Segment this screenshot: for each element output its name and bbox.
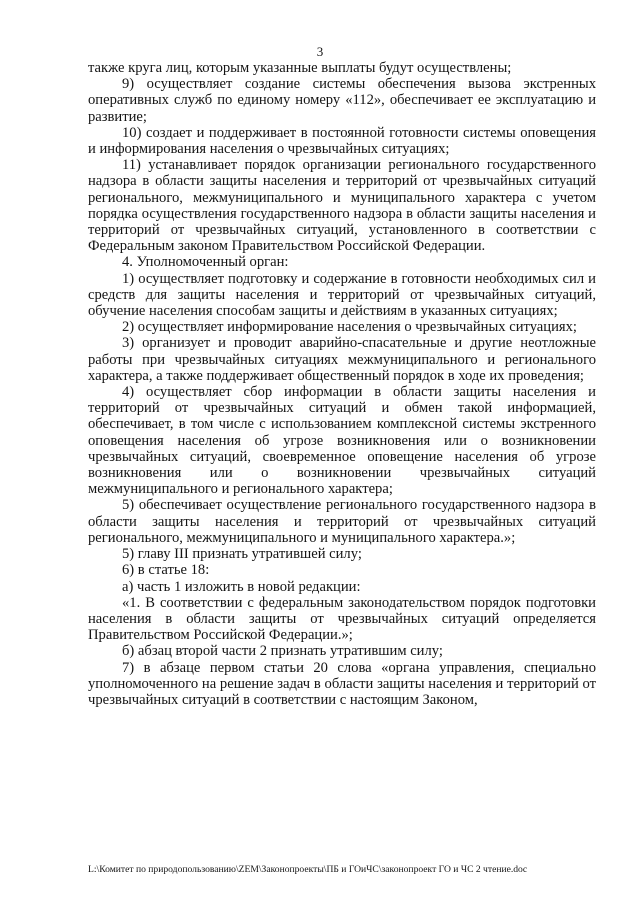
paragraph-12: 6) в статье 18:	[122, 562, 210, 579]
paragraph-14: «1. В соответствии с федеральным законодательством порядок подготовки населения в области защиты от чрезвычайных ситуаций определяется Правительством Российской Федерации.»;	[88, 594, 596, 644]
paragraph-2: 9) осуществляет создание системы обеспечения вызова экстренных оперативных служб по единому номеру «112», обеспечивает ее эксплуатацию и развитие;	[88, 76, 596, 125]
paragraph-7: 2) осуществляет информирование населения о чрезвычайных ситуациях;	[122, 319, 577, 336]
paragraph-5: 4. Уполномоченный орган:	[122, 254, 289, 271]
paragraph-6: 1) осуществляет подготовку и содержание в готовности необходимых сил и средств для защиты населения и территорий от чрезвычайных ситуаций, обучение населения способам защиты и действиям в указанных ситуациях;	[88, 270, 596, 320]
paragraph-11: 5) главу III признать утратившей силу;	[122, 546, 362, 563]
paragraph-9: 4) осуществляет сбор информации в области защиты населения и территорий от чрезвычайных ситуаций и обмен такой информацией, обеспечивает, в том числе с использованием комплексной системы экстренного оповещения населения об угрозе возникновения или о возникновении чрезвычайных ситуаций, своевременное оповещение населения об угрозе возникновения или о возникновении чрезвычайных ситуаций межмуниципального и регионального характера;	[88, 384, 596, 498]
paragraph-16: 7) в абзаце первом статьи 20 слова «органа управления, специально уполномоченного на решение задач в области защиты населения и территорий от чрезвычайных ситуаций в соответствии с настоящим Законом,	[88, 659, 596, 708]
footer-file-path: L:\Комитет по природопользованию\ZEM\Законопроекты\ПБ и ГОиЧС\законопроект ГО и ЧС 2 чтение.doc	[88, 864, 528, 875]
paragraph-10: 5) обеспечивает осуществление регионального государственного надзора в области защиты населения и территорий от чрезвычайных ситуаций регионального, межмуниципального и муниципального характера.»;	[88, 497, 596, 546]
paragraph-13: а) часть 1 изложить в новой редакции:	[122, 578, 361, 595]
page-number: 3	[316, 44, 324, 59]
paragraph-15: б) абзац второй части 2 признать утратившим силу;	[122, 643, 443, 660]
document-body	[88, 60, 596, 708]
paragraph-8: 3) организует и проводит аварийно-спасательные и другие неотложные работы при чрезвычайных ситуациях межмуниципального и регионального характера, а также поддерживает общественный порядок в ходе их проведения;	[88, 335, 596, 384]
paragraph-4: 11) устанавливает порядок организации регионального государственного надзора в области защиты населения и территорий от чрезвычайных ситуаций регионального, межмуниципального и муниципального характера с учетом порядка осуществления государственного надзора в области защиты населения и территорий от чрезвычайных ситуаций, установленного в соответствии с Федеральным законом Правительством Российской Федерации.	[88, 157, 596, 255]
paragraph-1: также круга лиц, которым указанные выплаты будут осуществлены;	[88, 60, 512, 76]
paragraph-3: 10) создает и поддерживает в постоянной готовности системы оповещения и информирования населения о чрезвычайных ситуациях;	[88, 124, 596, 158]
